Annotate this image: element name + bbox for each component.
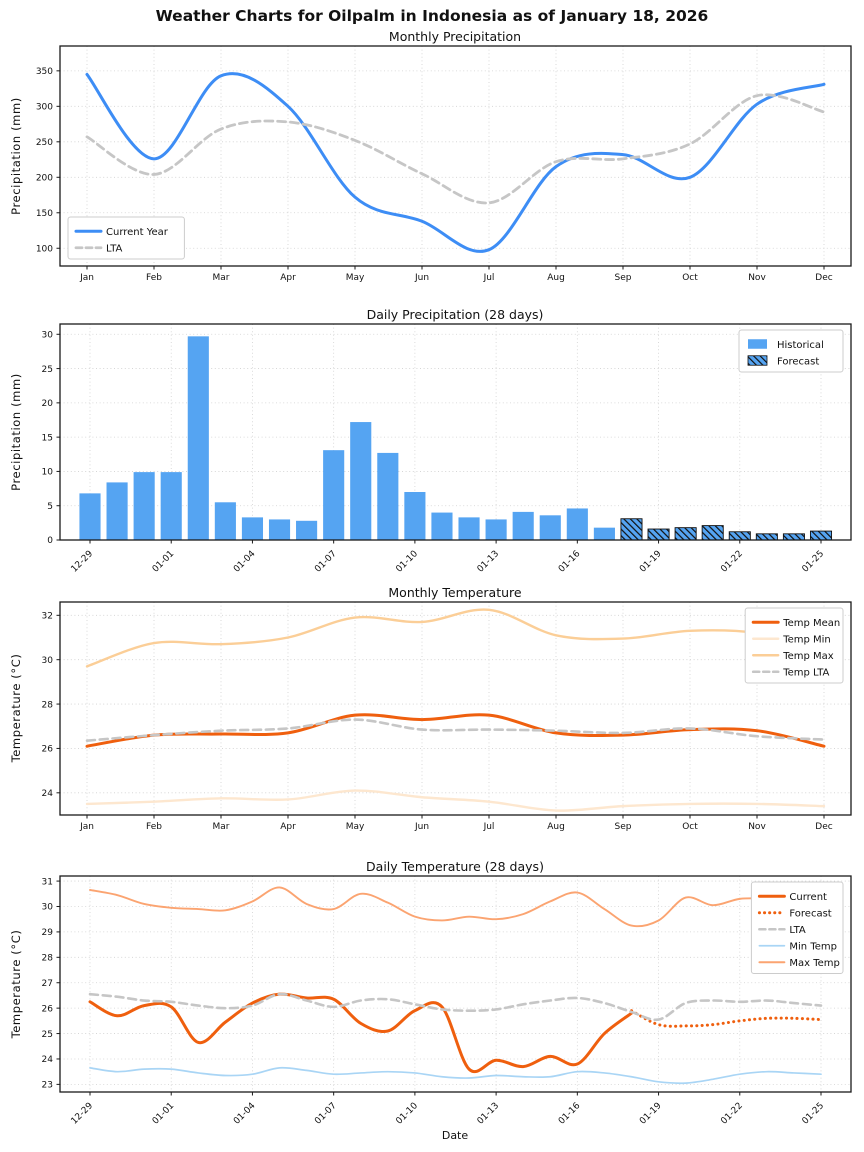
bar-forecast-01-22	[729, 532, 750, 540]
x-tick-label: Apr	[280, 273, 296, 283]
legend-label-temp-mean: Temp Mean	[783, 617, 841, 629]
x-tick-label: 01-25	[800, 549, 827, 575]
x-tick-label: Apr	[280, 822, 296, 832]
x-axis-label-date: Date	[441, 1129, 469, 1142]
y-tick-label: 5	[47, 501, 53, 512]
x-tick-label: 01-19	[638, 1101, 664, 1127]
x-tick-label: 01-04	[231, 549, 258, 575]
x-tick-label: Aug	[547, 273, 565, 283]
x-tick-label: 01-16	[556, 549, 583, 575]
legend	[739, 330, 843, 372]
y-tick-label: 27	[41, 978, 53, 989]
x-tick-label: Jul	[483, 822, 495, 832]
x-tick-label: 01-22	[719, 549, 745, 575]
y-tick-label: 29	[41, 928, 53, 939]
x-tick-label: Jan	[80, 273, 94, 283]
legend-label-min-temp: Min Temp	[789, 941, 837, 953]
x-tick-label: Nov	[748, 822, 766, 832]
legend-label-temp-min: Temp Min	[783, 634, 831, 646]
y-tick-label: 32	[41, 611, 53, 622]
chart-title-monthly-temperature: Monthly Temperature	[388, 585, 522, 600]
y-tick-label: 100	[35, 244, 53, 255]
y-tick-label: 23	[41, 1080, 53, 1091]
bar-historical-12-30	[107, 482, 128, 540]
legend-label-lta: LTA	[106, 243, 123, 255]
x-tick-label: 01-16	[556, 1101, 583, 1127]
y-tick-label: 200	[35, 173, 53, 184]
bar-forecast-01-20	[675, 528, 696, 540]
x-tick-label: Aug	[547, 822, 565, 832]
legend	[745, 608, 843, 683]
x-tick-label: 01-25	[800, 1101, 827, 1127]
bar-historical-01-08	[350, 422, 371, 540]
bar-historical-01-01	[161, 472, 182, 540]
bar-historical-01-07	[323, 450, 344, 540]
legend-label-current: Current	[789, 891, 827, 903]
x-tick-label: 01-01	[150, 1101, 177, 1127]
y-tick-label: 150	[35, 208, 53, 219]
legend-swatch-historical	[748, 339, 767, 349]
x-tick-label: Mar	[212, 822, 230, 832]
x-tick-label: May	[345, 822, 365, 832]
legend-label-current-year: Current Year	[106, 226, 168, 238]
x-tick-label: 01-22	[719, 1101, 745, 1127]
legend-entry-forecast	[748, 356, 819, 368]
y-tick-label: 24	[41, 789, 53, 800]
x-tick-label: Oct	[682, 273, 698, 283]
y-tick-label: 10	[41, 467, 53, 478]
bar-historical-01-06	[296, 521, 317, 540]
y-tick-label: 30	[41, 655, 53, 666]
x-tick-label: 01-07	[313, 549, 339, 575]
y-tick-label: 20	[41, 399, 53, 410]
bar-historical-01-17	[594, 528, 615, 540]
bar-historical-01-03	[215, 502, 236, 540]
legend-label-max-temp: Max Temp	[789, 957, 840, 969]
bar-forecast-01-24	[783, 534, 804, 540]
x-tick-label: 01-13	[475, 1101, 502, 1127]
x-tick-label: 01-04	[231, 1101, 258, 1127]
y-tick-label: 31	[41, 877, 53, 888]
x-tick-label: Jun	[414, 273, 430, 283]
x-tick-label: 12-29	[69, 549, 96, 575]
y-tick-label: 25	[41, 364, 53, 375]
y-tick-label: 24	[41, 1055, 53, 1066]
y-tick-label: 25	[41, 1029, 53, 1040]
x-tick-label: 12-29	[69, 1101, 96, 1127]
bar-historical-01-09	[377, 453, 398, 540]
bar-historical-01-13	[486, 519, 507, 540]
x-tick-label: Feb	[146, 273, 162, 283]
legend-label-forecast: Forecast	[789, 908, 832, 920]
x-tick-label: Mar	[212, 273, 230, 283]
x-tick-label: 01-01	[150, 549, 177, 575]
x-tick-label: 01-10	[394, 549, 421, 575]
y-tick-label: 28	[41, 700, 53, 711]
bar-historical-12-31	[134, 472, 155, 540]
x-tick-label: Dec	[815, 822, 833, 832]
bar-historical-01-14	[513, 512, 534, 540]
x-tick-label: Jun	[414, 822, 430, 832]
bar-historical-01-15	[540, 515, 561, 540]
bar-historical-01-11	[431, 513, 452, 540]
bar-forecast-01-25	[810, 531, 831, 540]
x-tick-label: 01-07	[313, 1101, 339, 1127]
bar-historical-01-04	[242, 517, 263, 540]
x-tick-label: Dec	[815, 273, 833, 283]
bar-historical-01-10	[404, 492, 425, 540]
x-tick-label: 01-13	[475, 549, 502, 575]
y-tick-label: 350	[35, 67, 53, 78]
legend	[68, 217, 184, 259]
legend-label-historical: Historical	[777, 339, 824, 351]
y-tick-label: 26	[41, 744, 53, 755]
y-tick-label: 300	[35, 102, 53, 113]
legend-label-temp-max: Temp Max	[783, 650, 834, 662]
y-tick-label: 0	[47, 536, 53, 547]
y-tick-label: 26	[41, 1004, 53, 1015]
bar-forecast-01-21	[702, 526, 723, 540]
y-tick-label: 250	[35, 138, 53, 149]
y-tick-label: 15	[41, 433, 53, 444]
y-axis-label-temperature-2: Temperature (°C)	[9, 929, 23, 1039]
y-axis-label-temperature-1: Temperature (°C)	[9, 653, 23, 763]
bar-historical-01-02	[188, 336, 209, 540]
bar-historical-01-16	[567, 508, 588, 540]
x-tick-label: Nov	[748, 273, 766, 283]
bar-forecast-01-23	[756, 534, 777, 540]
legend-label-lta: LTA	[789, 924, 806, 936]
main-title: Weather Charts for Oilpalm in Indonesia as of January 18, 2026	[155, 7, 709, 25]
legend	[751, 882, 843, 974]
legend-label-temp-lta: Temp LTA	[783, 667, 830, 679]
bar-forecast-01-19	[648, 529, 669, 540]
legend-label-forecast: Forecast	[777, 356, 820, 368]
x-tick-label: 01-19	[638, 549, 664, 575]
legend-swatch-forecast	[748, 356, 767, 366]
chart-title-daily-temperature: Daily Temperature (28 days)	[366, 859, 544, 874]
x-tick-label: Jul	[483, 273, 495, 283]
x-tick-label: Sep	[614, 273, 632, 283]
x-tick-label: Oct	[682, 822, 698, 832]
chart-title-monthly-precipitation: Monthly Precipitation	[388, 29, 522, 44]
bar-forecast-01-18	[621, 519, 642, 540]
x-tick-label: May	[345, 273, 365, 283]
bar-historical-01-05	[269, 519, 290, 540]
y-tick-label: 30	[41, 902, 53, 913]
y-axis-label-precipitation-1: Precipitation (mm)	[9, 97, 23, 215]
bar-historical-01-12	[458, 517, 479, 540]
bar-historical-12-29	[79, 493, 100, 540]
x-tick-label: Feb	[146, 822, 162, 832]
y-tick-label: 30	[41, 330, 53, 341]
y-axis-label-precipitation-2: Precipitation (mm)	[9, 373, 23, 491]
x-tick-label: 01-10	[394, 1101, 421, 1127]
x-tick-label: Sep	[614, 822, 632, 832]
y-tick-label: 28	[41, 953, 53, 964]
chart-title-daily-precipitation: Daily Precipitation (28 days)	[366, 307, 544, 322]
x-tick-label: Jan	[80, 822, 94, 832]
